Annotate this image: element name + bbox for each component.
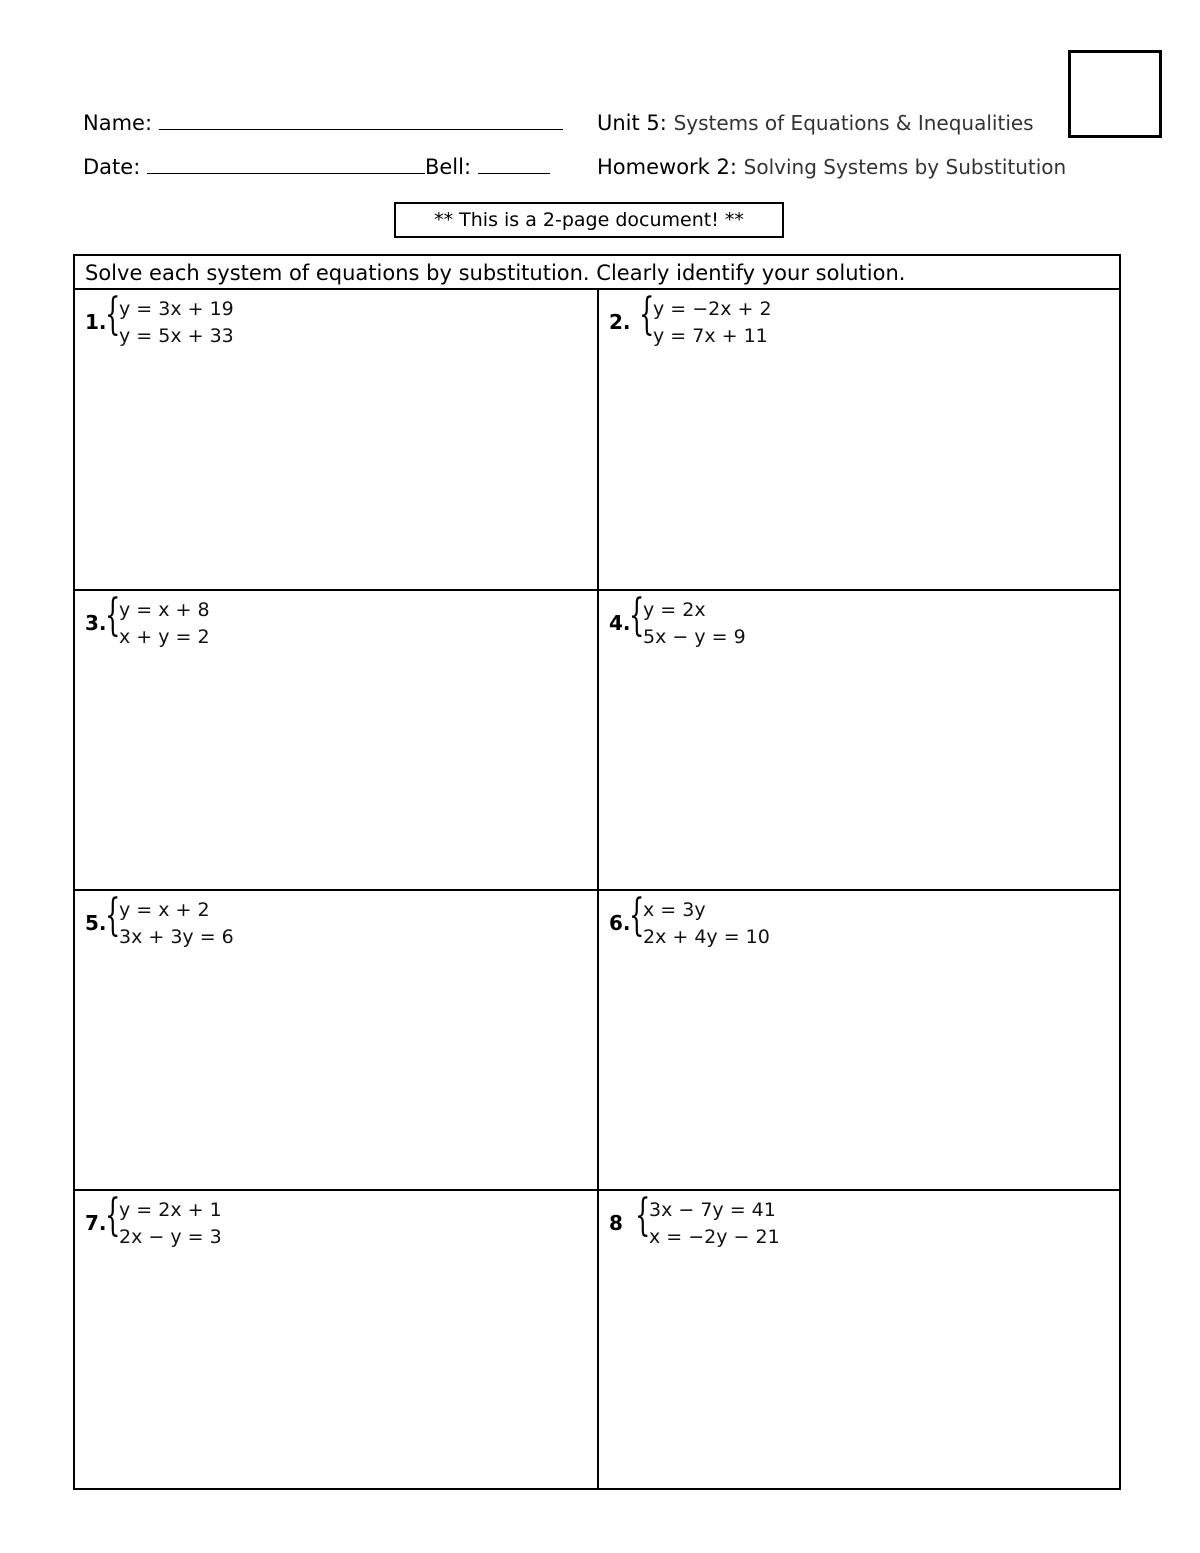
problem-number: 5. xyxy=(85,911,107,935)
problem-cell-8[interactable] xyxy=(599,1191,1119,1489)
problem-cell-3[interactable] xyxy=(75,591,595,889)
equation-1: y = 3x + 19 xyxy=(119,298,234,320)
equation-1: y = −2x + 2 xyxy=(653,298,772,320)
problem-cell-6[interactable] xyxy=(599,891,1119,1189)
equation-2: x + y = 2 xyxy=(119,626,210,648)
problem-cell-1[interactable] xyxy=(75,290,595,588)
equation-2: 2x − y = 3 xyxy=(119,1226,222,1248)
problem-number: 7. xyxy=(85,1211,107,1235)
problem-number: 6. xyxy=(609,911,631,935)
brace-icon: { xyxy=(639,289,655,340)
equation-system xyxy=(649,1197,780,1251)
brace-icon: { xyxy=(105,289,121,340)
equation-system xyxy=(643,597,746,651)
date-row xyxy=(83,154,550,180)
name-row xyxy=(83,110,563,136)
equation-1: x = 3y xyxy=(643,899,706,921)
equation-1: y = 2x + 1 xyxy=(119,1199,222,1221)
equation-system xyxy=(119,597,210,651)
score-box xyxy=(1068,50,1162,138)
equation-2: x = −2y − 21 xyxy=(649,1226,780,1248)
equation-system xyxy=(119,296,234,350)
name-label: Name: xyxy=(83,111,153,135)
equation-system xyxy=(643,897,770,951)
homework-title: Solving Systems by Substitution xyxy=(743,155,1067,179)
equation-1: y = x + 2 xyxy=(119,899,210,921)
two-page-notice: ** This is a 2-page document! ** xyxy=(394,202,784,238)
problem-cell-7[interactable] xyxy=(75,1191,595,1489)
equation-2: 3x + 3y = 6 xyxy=(119,926,234,948)
brace-icon: { xyxy=(629,890,645,941)
unit-title: Systems of Equations & Inequalities xyxy=(673,111,1034,135)
problem-cell-5[interactable] xyxy=(75,891,595,1189)
problem-cell-4[interactable] xyxy=(599,591,1119,889)
problem-cell-2[interactable] xyxy=(599,290,1119,588)
brace-icon: { xyxy=(635,1190,651,1241)
bell-label: Bell: xyxy=(424,155,472,179)
bell-blank[interactable] xyxy=(478,155,550,174)
equation-system xyxy=(119,1197,222,1251)
homework-label: Homework 2: xyxy=(597,155,737,179)
brace-icon: { xyxy=(629,590,645,641)
brace-icon: { xyxy=(105,1190,121,1241)
unit-label: Unit 5: xyxy=(597,111,667,135)
equation-2: 5x − y = 9 xyxy=(643,626,746,648)
equation-2: y = 5x + 33 xyxy=(119,325,234,347)
brace-icon: { xyxy=(105,890,121,941)
equation-1: y = x + 8 xyxy=(119,599,210,621)
problem-grid xyxy=(73,254,1121,1490)
date-blank[interactable] xyxy=(147,155,425,174)
problem-number: 8 xyxy=(609,1211,623,1235)
equation-2: 2x + 4y = 10 xyxy=(643,926,770,948)
date-label: Date: xyxy=(83,155,141,179)
equation-2: y = 7x + 11 xyxy=(653,325,768,347)
homework-row xyxy=(597,154,1066,180)
name-blank[interactable] xyxy=(159,111,563,130)
equation-1: y = 2x xyxy=(643,599,706,621)
instructions: Solve each system of equations by substitution. Clearly identify your solution. xyxy=(75,256,1119,290)
problem-number: 3. xyxy=(85,611,107,635)
brace-icon: { xyxy=(105,590,121,641)
problem-number: 2. xyxy=(609,310,631,334)
problem-number: 4. xyxy=(609,611,631,635)
unit-row xyxy=(597,110,1034,136)
problem-number: 1. xyxy=(85,310,107,334)
equation-1: 3x − 7y = 41 xyxy=(649,1199,776,1221)
equation-system xyxy=(653,296,772,350)
equation-system xyxy=(119,897,234,951)
